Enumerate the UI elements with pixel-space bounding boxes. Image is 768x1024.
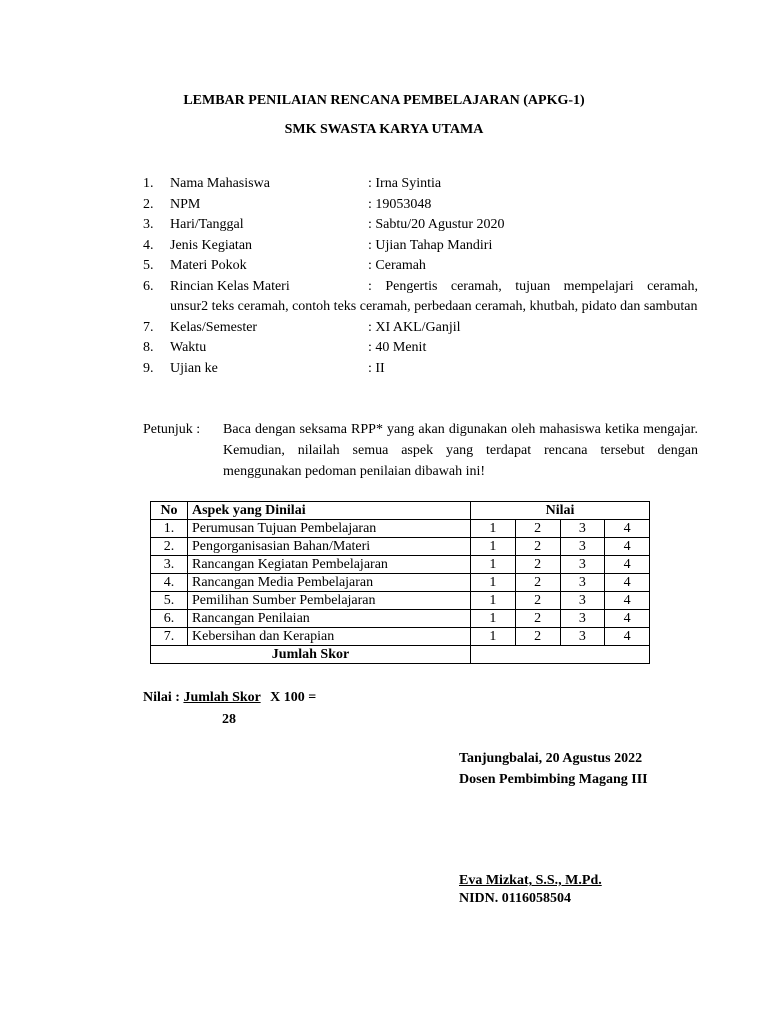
score-option[interactable]: 2 [515,592,560,610]
signer-name: Eva Mizkat, S.S., M.Pd. [459,873,602,888]
info-number: 5. [143,258,154,273]
info-number: 3. [143,217,154,232]
info-value: : 40 Menit [368,340,427,355]
instructions [143,419,698,482]
info-row [143,318,698,339]
row-number: 6. [151,610,188,628]
header-nilai: Nilai [471,502,650,520]
score-option[interactable]: 4 [605,610,650,628]
info-number: 2. [143,196,154,212]
info-number: 7. [143,319,154,335]
score-option[interactable]: 1 [471,592,516,610]
student-info-list [143,174,698,379]
row-aspek: Rancangan Media Pembelajaran [188,574,471,592]
row-number: 7. [151,628,188,646]
row-aspek: Kebersihan dan Kerapian [188,628,471,646]
score-option[interactable]: 3 [560,538,605,556]
info-number: 6. [143,278,154,294]
score-option[interactable]: 4 [605,520,650,538]
place-date: Tanjungbalai, 20 Agustus 2022 [459,751,643,766]
score-option[interactable]: 4 [605,628,650,646]
table-row [151,520,650,538]
header-no: No [151,502,188,520]
score-option[interactable]: 2 [515,574,560,592]
score-option[interactable]: 1 [471,610,516,628]
info-value: : Pengertis ceramah, tujuan mempelajari ceramah, [368,278,698,294]
score-option[interactable]: 3 [560,556,605,574]
table-row [151,610,650,628]
score-option[interactable]: 1 [471,538,516,556]
score-option[interactable]: 3 [560,628,605,646]
row-number: 1. [151,520,188,538]
row-aspek: Perumusan Tujuan Pembelajaran [188,520,471,538]
table-header-row [151,502,650,520]
info-value: : II [368,360,385,376]
table-row [151,592,650,610]
school-name: SMK SWASTA KARYA UTAMA [284,122,484,137]
score-option[interactable]: 4 [605,592,650,610]
info-label: Waktu [170,340,207,355]
score-option[interactable]: 4 [605,574,650,592]
signer-role: Dosen Pembimbing Magang III [459,772,648,787]
info-row [143,256,698,277]
row-number: 3. [151,556,188,574]
row-number: 5. [151,592,188,610]
document-title: LEMBAR PENILAIAN RENCANA PEMBELAJARAN (APKG-1) [183,93,585,108]
score-option[interactable]: 1 [471,628,516,646]
info-row [143,174,698,195]
info-label: Materi Pokok [170,258,247,273]
rincian-first-line [170,277,698,298]
total-value-cell[interactable] [471,646,650,664]
score-option[interactable]: 1 [471,520,516,538]
row-aspek: Pengorganisasian Bahan/Materi [188,538,471,556]
instructions-text: Baca dengan seksama RPP* yang akan digunakan oleh mahasiswa ketika mengajar. Kemudian, nilailah semua aspek yang terdapat rencana tersebut dengan menggunakan pedoman penilaian dibawah ini! [223,422,698,479]
row-aspek: Rancangan Kegiatan Pembelajaran [188,556,471,574]
info-row [143,236,698,257]
score-option[interactable]: 2 [515,628,560,646]
formula-label: Nilai : [143,690,180,705]
score-option[interactable]: 1 [471,556,516,574]
score-option[interactable]: 4 [605,538,650,556]
score-option[interactable]: 4 [605,556,650,574]
total-label: Jumlah Skor [151,646,471,664]
info-row-rincian [143,277,698,318]
info-row [143,195,698,216]
info-row [143,359,698,380]
info-label: NPM [170,196,201,212]
row-aspek: Rancangan Penilaian [188,610,471,628]
info-value: : Ceramah [368,258,426,273]
info-number: 8. [143,340,154,355]
info-number: 9. [143,360,154,376]
score-option[interactable]: 2 [515,610,560,628]
table-row [151,538,650,556]
info-value: : Irna Syintia [368,176,442,191]
info-value: : XI AKL/Ganjil [368,319,461,335]
info-value: : Ujian Tahap Mandiri [368,237,493,253]
header-aspek: Aspek yang Dinilai [188,502,471,520]
row-number: 4. [151,574,188,592]
score-option[interactable]: 3 [560,520,605,538]
info-value: : 19053048 [368,196,432,212]
info-label: Kelas/Semester [170,319,258,335]
info-number: 4. [143,237,154,253]
row-number: 2. [151,538,188,556]
info-label: Hari/Tanggal [170,217,244,232]
formula-denominator: 28 [222,712,236,727]
info-row [143,215,698,236]
info-label: Nama Mahasiswa [170,176,270,191]
table-total-row [151,646,650,664]
row-aspek: Pemilihan Sumber Pembelajaran [188,592,471,610]
score-option[interactable]: 2 [515,520,560,538]
info-number: 1. [143,176,154,191]
score-option[interactable]: 3 [560,592,605,610]
rincian-content [170,277,698,318]
table-row [151,556,650,574]
score-option[interactable]: 1 [471,574,516,592]
info-value: : Sabtu/20 Agustur 2020 [368,217,505,232]
info-label: Rincian Kelas Materi [170,278,290,294]
score-option[interactable]: 3 [560,574,605,592]
info-row [143,338,698,359]
instructions-label: Petunjuk : [143,422,201,437]
table-row [151,628,650,646]
rincian-continuation: unsur2 teks ceramah, contoh teks ceramah, perbedaan ceramah, khutbah, pidato dan sambutan [170,299,698,314]
score-option[interactable]: 2 [515,538,560,556]
info-label: Ujian ke [170,360,218,376]
signer-nidn: NIDN. 0116058504 [459,891,572,906]
assessment-table [150,501,650,664]
score-formula [143,690,316,706]
score-option[interactable]: 3 [560,610,605,628]
formula-numerator: Jumlah Skor [183,690,261,705]
table-row [151,574,650,592]
info-label: Jenis Kegiatan [170,237,253,253]
formula-multiplier: X 100 = [270,690,317,705]
score-option[interactable]: 2 [515,556,560,574]
